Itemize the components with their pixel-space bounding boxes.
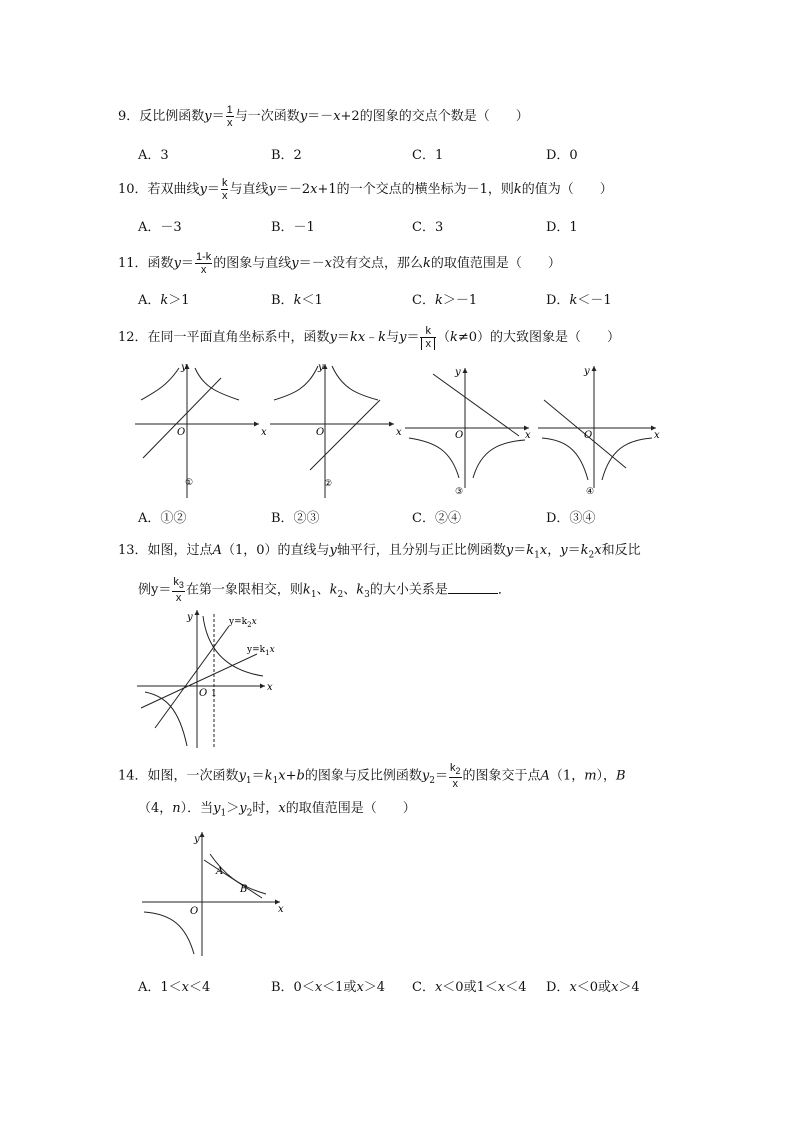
- point-a-label: A: [216, 866, 224, 877]
- question-13-figure: [135, 608, 285, 753]
- var: y: [329, 330, 337, 345]
- hyperbola-left: [274, 366, 318, 400]
- var: k: [302, 582, 311, 598]
- option-label: A．: [138, 293, 161, 308]
- stem-text: ＝－: [307, 109, 334, 124]
- stem-text: 、: [316, 582, 330, 598]
- question-14-figure: [138, 830, 293, 960]
- num-k: k: [450, 762, 456, 774]
- numerator: 1: [226, 104, 233, 116]
- graph-number: ①: [185, 478, 194, 488]
- line: [204, 860, 262, 898]
- var: y: [204, 109, 212, 124]
- option-text: A．1＜: [138, 980, 182, 995]
- hyperbola-right: [602, 438, 652, 480]
- hyperbola-right: [332, 366, 378, 400]
- graph-number: ③: [455, 487, 464, 497]
- option-text: ＜0或: [576, 980, 612, 995]
- abs-fraction: [420, 325, 436, 350]
- stem-text: （1，0）的直线与: [221, 543, 330, 558]
- graph-1: [135, 360, 265, 500]
- option-b[interactable]: B．②③: [271, 511, 320, 526]
- var: y: [505, 543, 514, 558]
- y-arrow: [592, 366, 597, 371]
- var: y: [291, 256, 299, 271]
- line-k1: [141, 654, 257, 708]
- stem-text: 轴平行，且分别与正比例函数: [336, 543, 506, 558]
- label-k1-sub: 1: [265, 649, 270, 657]
- stem-text: 的取值范围是（ ）: [430, 256, 561, 271]
- stem-text: ）．当: [180, 801, 214, 816]
- var: k: [378, 330, 387, 345]
- x-label: x: [278, 904, 284, 915]
- numerator: 1-k: [195, 251, 212, 263]
- var: y: [268, 182, 276, 197]
- x-label: x: [525, 430, 531, 441]
- stem-text: 没有交点，那么: [331, 256, 423, 271]
- stem-text: ，: [547, 543, 561, 558]
- option-text: ＜4: [189, 980, 211, 995]
- subscript: 1: [310, 590, 317, 601]
- numerator: k: [420, 325, 436, 338]
- numerator: k: [221, 177, 228, 189]
- stem-text: 反比例函数: [139, 109, 205, 124]
- var: y: [173, 256, 181, 271]
- label-k2-sub: 2: [247, 621, 252, 629]
- subscript: 1: [534, 550, 540, 561]
- stem-text: ＝: [567, 543, 581, 558]
- stem-text: 在同一平面直角坐标系中，函数: [147, 330, 330, 345]
- question-13-stem-line-2: [138, 576, 511, 605]
- var: y: [421, 768, 430, 784]
- var: y: [199, 182, 207, 197]
- option-b[interactable]: B．－1: [271, 220, 315, 235]
- option-a[interactable]: [138, 976, 210, 995]
- abs-x: x: [421, 338, 435, 350]
- option-b[interactable]: [271, 289, 323, 308]
- origin-label: O: [316, 427, 325, 438]
- question-9-stem: [118, 104, 529, 129]
- option-a[interactable]: A．①②: [138, 511, 187, 526]
- origin-label: O: [177, 427, 186, 438]
- fraction: [221, 177, 229, 202]
- denominator: [420, 338, 436, 350]
- y-label: y: [187, 612, 193, 623]
- question-number: 12．: [118, 330, 148, 345]
- label-k1-post: x: [269, 645, 275, 655]
- stem-text: 、: [343, 582, 357, 598]
- stem-text: 的一个交点的横坐标为－1，则: [336, 182, 514, 197]
- question-number: 11．: [118, 256, 148, 271]
- subscript: 3: [178, 580, 184, 591]
- stem-text: 的大小关系是: [369, 582, 448, 598]
- option-c[interactable]: C．3: [412, 220, 444, 235]
- var: x: [324, 256, 332, 271]
- y-arrow: [200, 832, 205, 837]
- answer-blank[interactable]: [448, 581, 498, 594]
- var: k: [160, 293, 169, 308]
- stem-text: +1: [317, 182, 337, 197]
- question-14-stem-line-1: [118, 762, 626, 791]
- var: k: [449, 330, 458, 345]
- stem-text: 的图象与反比例函数: [304, 768, 422, 784]
- stem-text: ＝: [158, 582, 172, 598]
- stem-text: （1，: [549, 768, 585, 784]
- stem-text: （: [436, 330, 450, 345]
- var: x: [314, 980, 323, 995]
- fraction: [195, 251, 212, 276]
- option-label: C．: [412, 293, 435, 308]
- label-k2-pre: y=k: [229, 617, 248, 627]
- var: x: [333, 109, 341, 124]
- option-label: D．: [546, 293, 570, 308]
- stem-text: ＝－2: [275, 182, 311, 197]
- var: b: [296, 768, 305, 784]
- option-d[interactable]: D．1: [546, 220, 578, 235]
- option-text: ＜4: [505, 980, 527, 995]
- var: y: [238, 768, 246, 784]
- line: [433, 374, 519, 436]
- question-11-options: [138, 289, 758, 309]
- option-text: ＞4: [363, 980, 386, 995]
- y-label: y: [181, 362, 187, 373]
- subscript: 2: [588, 550, 595, 561]
- var: k: [526, 543, 535, 558]
- y-arrow: [195, 610, 200, 615]
- stem-text: ＝: [206, 182, 220, 197]
- x-label: x: [267, 682, 273, 693]
- option-text: B．0＜: [271, 980, 315, 995]
- origin-label: O: [199, 688, 208, 699]
- question-number: 13．: [118, 543, 148, 558]
- label-k1: [246, 645, 275, 657]
- stem-text: ＝: [406, 330, 420, 345]
- var: x: [539, 543, 548, 558]
- label-k2-post: x: [251, 617, 257, 627]
- label-k2: [228, 617, 257, 629]
- stem-text: +2: [340, 109, 360, 124]
- stem-text: 和反比: [601, 543, 641, 558]
- var: y: [213, 801, 221, 816]
- stem-text: 的值为（ ）: [521, 182, 613, 197]
- hyperbola-left: [141, 368, 179, 400]
- question-10-stem: [118, 177, 613, 202]
- stem-text: ＝: [211, 109, 225, 124]
- fraction: [449, 762, 462, 790]
- stem-text: ），: [596, 768, 617, 784]
- var: y: [560, 543, 568, 558]
- stem-text: ＝: [513, 543, 527, 558]
- var: k: [513, 182, 522, 197]
- x-arrow: [254, 422, 259, 427]
- option-text: ＞－1: [442, 293, 478, 308]
- stem-text: ＝: [336, 330, 350, 345]
- var: x: [310, 182, 318, 197]
- stem-text: 如图，一次函数: [147, 768, 239, 784]
- subscript: 3: [364, 590, 370, 601]
- option-d[interactable]: [546, 289, 612, 308]
- option-text: ＜0或1＜: [442, 980, 498, 995]
- var: A: [212, 543, 222, 558]
- hyperbola-right: [473, 440, 525, 478]
- stem-text: ﹣: [365, 330, 379, 345]
- var: B: [616, 768, 626, 784]
- var: A: [540, 768, 550, 784]
- y-label: y: [194, 834, 200, 845]
- question-10-options: [138, 216, 758, 236]
- subscript: 1: [220, 808, 227, 819]
- question-number: 10．: [118, 182, 148, 197]
- option-d[interactable]: D．0: [546, 148, 578, 163]
- stem-text: y: [151, 582, 159, 598]
- var: k: [329, 582, 338, 598]
- hyperbola-left: [542, 438, 588, 480]
- hyperbola-third-quadrant: [145, 692, 187, 746]
- option-text: C．: [412, 980, 435, 995]
- subscript: 1: [245, 776, 252, 787]
- x-label: x: [261, 427, 267, 438]
- var: x: [434, 980, 443, 995]
- graph-number: ②: [324, 479, 333, 489]
- subscript: 2: [455, 766, 461, 777]
- line: [143, 378, 221, 458]
- var: y: [299, 109, 308, 124]
- option-c[interactable]: C．②④: [412, 511, 461, 526]
- var: n: [172, 801, 181, 816]
- denominator: x: [221, 190, 228, 202]
- y-label: y: [455, 367, 461, 378]
- question-11-stem: [118, 251, 561, 276]
- stem-text: 与一次函数: [234, 109, 300, 124]
- option-text: ＞4: [618, 980, 640, 995]
- denominator: x: [226, 117, 233, 129]
- stem-text: 的取值范围是（ ）: [285, 801, 416, 816]
- point-b-label: B: [240, 884, 248, 895]
- var: k: [356, 582, 365, 598]
- x-label: x: [654, 430, 660, 441]
- stem-text: （4，: [138, 801, 173, 816]
- question-9-options: [138, 144, 758, 164]
- option-text: ＜1或: [322, 980, 357, 995]
- question-12-options: [138, 507, 758, 527]
- label-k1-pre: y=k: [247, 645, 266, 655]
- graph-3: [405, 360, 535, 500]
- numerator: [172, 576, 185, 592]
- y-arrow: [463, 368, 468, 373]
- option-c[interactable]: [412, 289, 477, 308]
- var: x: [278, 768, 286, 784]
- stem-text: ＝: [180, 256, 194, 271]
- subscript: 2: [337, 590, 344, 601]
- y-label: y: [584, 366, 590, 377]
- x-label: x: [396, 427, 402, 438]
- question-14-options: [138, 976, 758, 996]
- subscript: 2: [246, 808, 253, 819]
- var: x: [278, 801, 286, 816]
- option-a[interactable]: A．3: [138, 148, 169, 163]
- var: k: [569, 293, 578, 308]
- stem-text: 在第一象限相交，则: [185, 582, 303, 598]
- var: y: [399, 330, 407, 345]
- stem-text: 的图象的交点个数是（ ）: [359, 109, 529, 124]
- var: k: [293, 293, 302, 308]
- stem-text: ＝: [434, 768, 448, 784]
- origin-label: O: [190, 906, 199, 917]
- question-13-stem-line-1: [118, 541, 641, 566]
- option-d[interactable]: [546, 976, 640, 995]
- subscript: 1: [272, 776, 279, 787]
- option-c[interactable]: C．1: [412, 148, 444, 163]
- var: x: [594, 543, 602, 558]
- option-d[interactable]: D．③④: [546, 511, 596, 526]
- stem-text: 例: [138, 582, 152, 598]
- var: kx: [349, 330, 366, 345]
- question-12-stem: [118, 325, 620, 350]
- x-arrow: [260, 684, 265, 689]
- denominator: x: [452, 778, 458, 791]
- question-number: 9．: [118, 109, 140, 124]
- graph-4: [538, 360, 668, 500]
- var: x: [181, 980, 190, 995]
- hyperbola-left: [409, 438, 459, 478]
- var: k: [264, 768, 273, 784]
- stem-text: ＝: [251, 768, 265, 784]
- stem-text: 与: [386, 330, 400, 345]
- option-text: ＜1: [301, 293, 323, 308]
- var: k: [434, 293, 443, 308]
- var: y: [239, 801, 247, 816]
- var: x: [356, 980, 364, 995]
- option-text: D．: [546, 980, 570, 995]
- y-label: y: [318, 362, 324, 373]
- stem-text: ≠0）的大致图象是（ ）: [457, 330, 621, 345]
- stem-text: 与直线: [229, 182, 269, 197]
- stem-text: 若双曲线: [147, 182, 200, 197]
- option-c[interactable]: [412, 976, 526, 995]
- numerator: [449, 762, 462, 778]
- origin-label: O: [455, 430, 464, 441]
- question-number: 14．: [118, 768, 148, 784]
- denominator: x: [175, 592, 182, 605]
- hyperbola-third-quadrant: [144, 912, 194, 954]
- option-a[interactable]: A．－3: [138, 220, 182, 235]
- stem-text: ．: [497, 582, 511, 598]
- tick-one: 1: [211, 689, 217, 699]
- stem-text: 时，: [252, 801, 279, 816]
- stem-text: ＝－: [298, 256, 325, 271]
- var: k: [580, 543, 589, 558]
- option-label: B．: [271, 293, 294, 308]
- hyperbola-right: [195, 368, 239, 400]
- option-b[interactable]: B．2: [271, 148, 302, 163]
- fraction: [226, 104, 234, 129]
- fraction: [172, 576, 185, 604]
- var: x: [569, 980, 577, 995]
- x-arrow: [389, 422, 394, 427]
- graph-number: ④: [586, 487, 595, 497]
- stem-text: +: [285, 768, 297, 784]
- question-14-stem-line-2: [138, 799, 416, 824]
- var: k: [422, 256, 431, 271]
- option-text: ＜－1: [577, 293, 612, 308]
- var: x: [611, 980, 619, 995]
- stem-text: 的图象交于点: [462, 768, 541, 784]
- num-k: k: [173, 576, 179, 588]
- subscript: 2: [429, 776, 435, 787]
- stem-text: 如图，过点: [147, 543, 213, 558]
- stem-text: ＞: [226, 801, 240, 816]
- var: m: [584, 768, 597, 784]
- graph-2: [270, 360, 405, 500]
- option-b[interactable]: [271, 976, 385, 995]
- var: x: [497, 980, 506, 995]
- var: y: [329, 543, 337, 558]
- line-k2: [155, 626, 229, 728]
- stem-text: 函数: [147, 256, 174, 271]
- origin-label: O: [584, 430, 593, 441]
- option-a[interactable]: [138, 289, 190, 308]
- stem-text: 的图象与直线: [213, 256, 292, 271]
- denominator: x: [200, 264, 207, 276]
- option-text: ＞1: [168, 293, 190, 308]
